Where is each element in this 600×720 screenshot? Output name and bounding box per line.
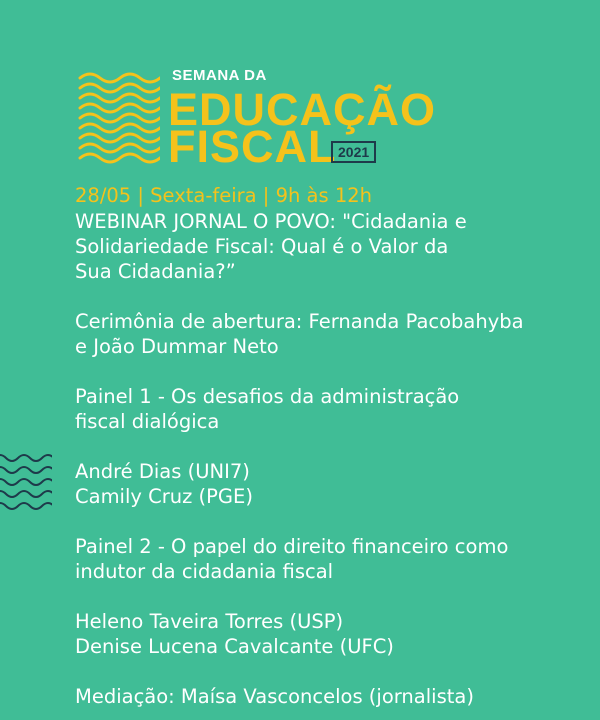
panel1-speaker: André Dias (UNI7)	[75, 460, 250, 483]
panel2-title-line: Painel 2 - O papel do direito financeiro como	[75, 535, 509, 558]
mediation-line: Mediação: Maísa Vasconcelos (jornalista)	[75, 685, 474, 708]
year-badge: 2021	[331, 141, 376, 163]
event-date-time: 28/05 | Sexta-feira | 9h às 12h	[75, 184, 373, 207]
panel1-title-line: Painel 1 - Os desafios da administração	[75, 385, 460, 408]
logo-small-title: SEMANA DA	[172, 67, 267, 84]
panel1-speaker: Camily Cruz (PGE)	[75, 485, 253, 508]
webinar-title-line: Sua Cidadania?”	[75, 260, 236, 283]
event-logo	[78, 64, 437, 174]
webinar-title-line: WEBINAR JORNAL O POVO: "Cidadania e	[75, 210, 467, 233]
panel2-speaker: Heleno Taveira Torres (USP)	[75, 610, 344, 633]
event-details	[75, 183, 595, 709]
panel2-speaker: Denise Lucena Cavalcante (UFC)	[75, 635, 394, 658]
panel2-title-line: indutor da cidadania fiscal	[75, 560, 334, 583]
panel1-title-line: fiscal dialógica	[75, 410, 220, 433]
logo-title-line2: FISCAL	[168, 121, 337, 172]
waves-icon	[78, 72, 160, 164]
decorative-waves-icon	[0, 452, 52, 512]
logo-title-line1: EDUCAÇÃO	[168, 84, 437, 135]
webinar-title-line: Solidariedade Fiscal: Qual é o Valor da	[75, 235, 449, 258]
opening-ceremony-line: e João Dummar Neto	[75, 335, 279, 358]
opening-ceremony-line: Cerimônia de abertura: Fernanda Pacobahyba	[75, 310, 524, 333]
